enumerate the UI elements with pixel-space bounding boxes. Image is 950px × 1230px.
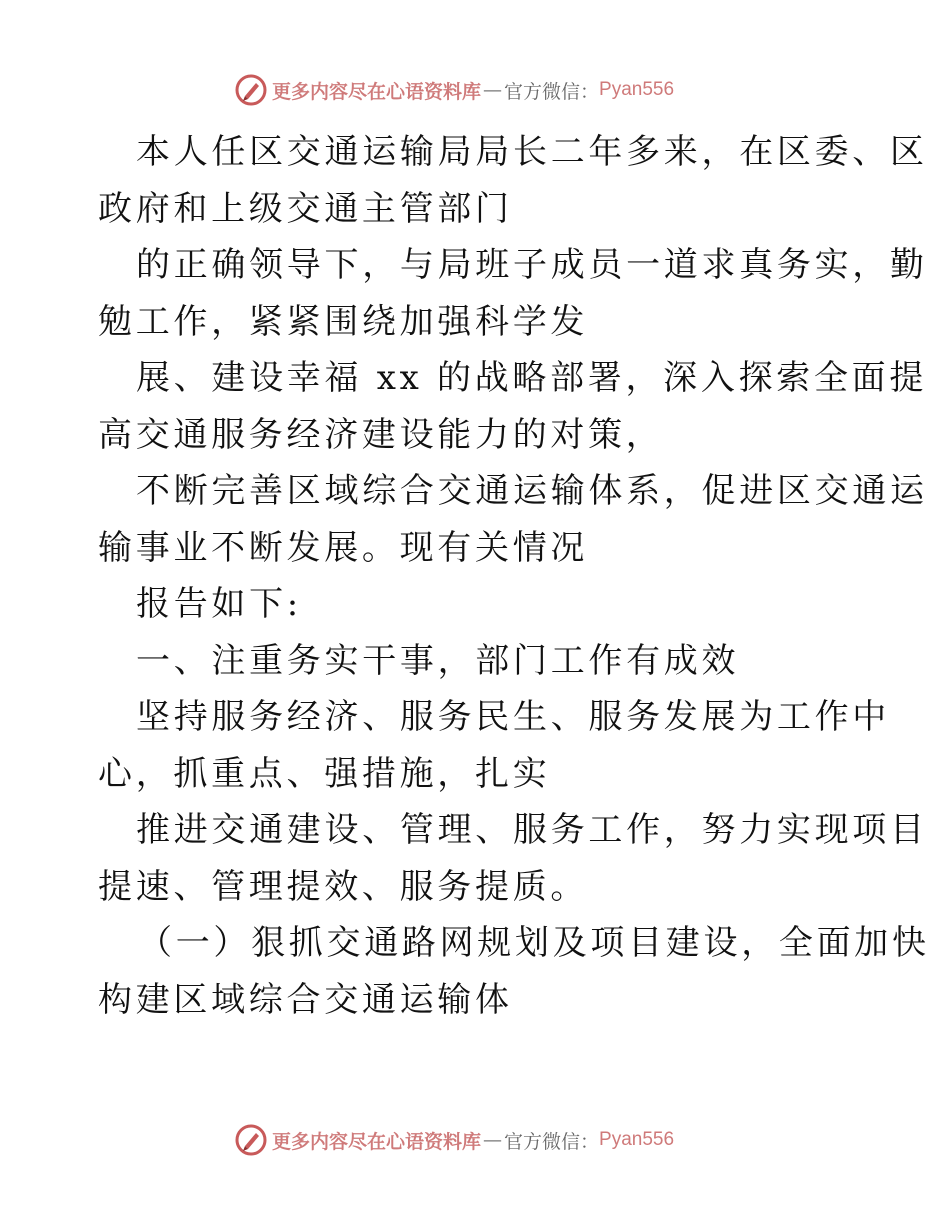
paragraph-line: 心，抓重点、强措施，扎实 bbox=[98, 753, 551, 794]
watermark-separator: — bbox=[483, 1129, 503, 1151]
subsection-heading: （一）狠抓交通路网规划及项目建设，全面加快 bbox=[138, 923, 930, 963]
paragraph-line: 本人任区交通运输局局长二年多来，在区委、区 bbox=[136, 132, 928, 172]
watermark-separator: — bbox=[483, 79, 503, 101]
watermark-main-text: 更多内容尽在心语资料库 bbox=[272, 80, 482, 103]
document-body bbox=[98, 124, 930, 1028]
watermark-contact-id: Pyan556 bbox=[599, 1129, 675, 1150]
paragraph-line: 输事业不断发展。现有关情况 bbox=[98, 527, 589, 568]
watermark-contact-label: 官方微信： bbox=[504, 1130, 600, 1153]
paragraph-line: 展、建设幸福 xx 的战略部署，深入探索全面提 bbox=[136, 358, 928, 398]
paragraph-line: 政府和上级交通主管部门 bbox=[98, 188, 513, 229]
paragraph-line: 构建区域综合交通运输体 bbox=[98, 979, 513, 1020]
paragraph-line: 高交通服务经济建设能力的对策， bbox=[98, 414, 664, 455]
paragraph-line: 的正确领导下，与局班子成员一道求真务实，勤 bbox=[136, 245, 928, 285]
watermark-main-text: 更多内容尽在心语资料库 bbox=[272, 1130, 482, 1153]
paragraph-line: 提速、管理提效、服务提质。 bbox=[98, 866, 589, 907]
section-heading: 一、注重务实干事，部门工作有成效 bbox=[136, 640, 740, 681]
watermark-contact-id: Pyan556 bbox=[599, 79, 675, 100]
watermark-contact-label: 官方微信： bbox=[504, 80, 600, 103]
footer-watermark bbox=[234, 1120, 674, 1160]
paragraph-line: 推进交通建设、管理、服务工作，努力实现项目 bbox=[136, 810, 928, 850]
paragraph-line: 坚持服务经济、服务民生、服务发展为工作中 bbox=[136, 697, 890, 737]
paragraph-line: 报告如下: bbox=[136, 584, 302, 624]
header-watermark bbox=[234, 70, 674, 110]
pen-logo-icon bbox=[234, 73, 268, 107]
pen-logo-icon bbox=[234, 1123, 268, 1157]
paragraph-line: 不断完善区域综合交通运输体系，促进区交通运 bbox=[136, 471, 928, 511]
paragraph-line: 勉工作，紧紧围绕加强科学发 bbox=[98, 301, 589, 342]
